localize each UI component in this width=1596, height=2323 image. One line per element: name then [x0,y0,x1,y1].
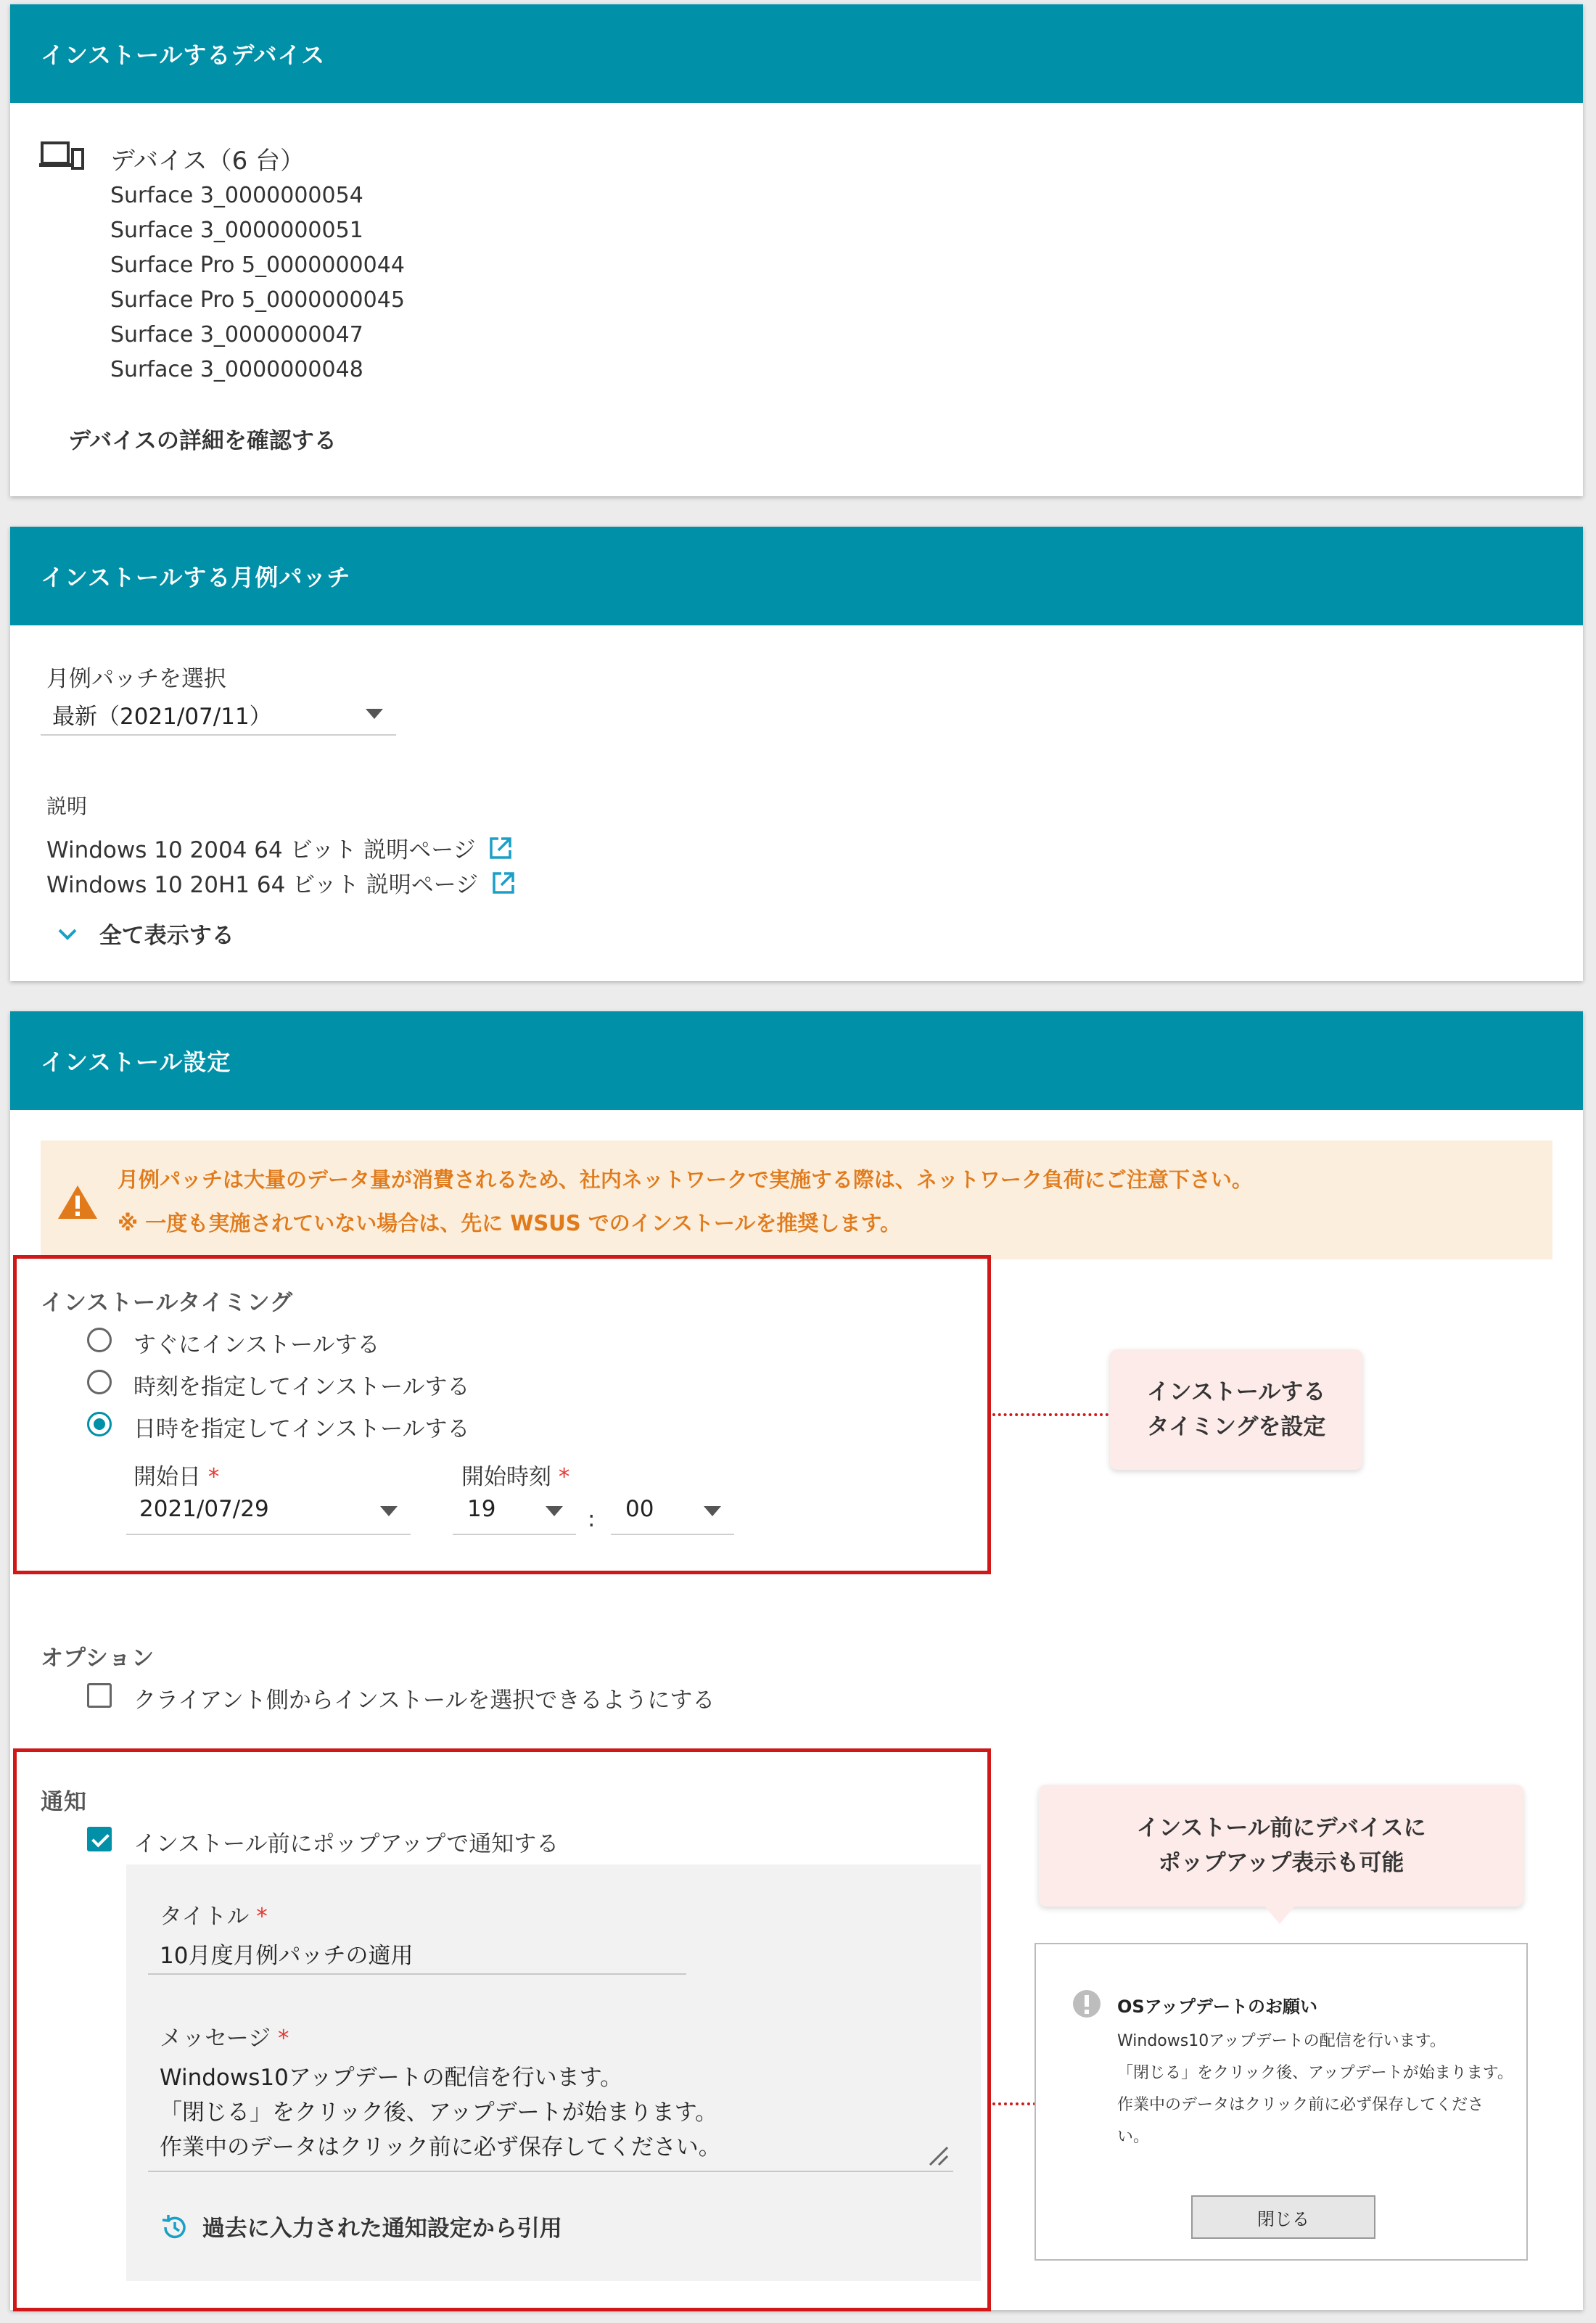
title-input[interactable] [148,1931,686,1975]
message-line: 「閉じる」をクリック後、アップデートが始まります。 [160,2100,718,2126]
popup-preview-line: い。 [1117,2128,1150,2146]
settings-card-header [10,1011,1583,1110]
start-date-label: 開始日 * [133,1464,220,1490]
title-field-label: タイトル * [160,1904,268,1930]
required-mark: * [256,1904,268,1930]
resize-handle-icon[interactable] [927,2145,949,2166]
time-separator: : [588,1506,596,1532]
popup-preview-line: 「閉じる」をクリック後、アップデートが始まります。 [1117,2064,1513,2082]
device-list-item: Surface 3_0000000054 [110,183,363,208]
timing-callout-line: タイミングを設定 [1146,1414,1326,1440]
popup-close-button[interactable] [1191,2195,1375,2239]
message-line: Windows10アップデートの配信を行います。 [160,2065,623,2091]
popup-callout [1039,1785,1523,1907]
timing-section-title: インストールタイミング [41,1290,293,1316]
patch-select[interactable] [41,692,396,736]
show-all-label: 全て表示する [99,923,234,949]
devices-card [10,4,1583,496]
patch-doc-link[interactable] [46,866,516,899]
popup-callout-pointer [1264,1905,1296,1924]
external-link-icon [491,871,516,895]
popup-callout-line: インストール前にデバイスに [1136,1815,1426,1841]
devices-card-title: インストールするデバイス [41,41,326,69]
message-textarea[interactable] [148,2055,953,2172]
device-list-item: Surface 3_0000000051 [110,218,363,243]
timing-option-label: 日時を指定してインストールする [133,1416,470,1442]
chevron-down-icon [546,1506,563,1516]
notify-popup-checkbox[interactable] [87,1827,112,1851]
warning-banner [41,1140,1552,1259]
notify-popup-label: インストール前にポップアップで通知する [133,1831,559,1857]
patch-card [10,527,1583,981]
title-input-value: 10月度月例パッチの適用 [160,1943,414,1969]
notify-section-title: 通知 [41,1789,87,1815]
description-label: 説明 [46,794,88,818]
chevron-down-icon [366,709,383,719]
history-link-label: 過去に入力された通知設定から引用 [202,2216,562,2242]
warning-text-line1: 月例パッチは大量のデータ量が消費されるため、社内ネットワークで実施する際は、ネットワーク負荷にご注意下さい。 [118,1167,1253,1192]
chevron-down-icon [57,926,78,943]
popup-preview [1034,1943,1528,2261]
device-list-item: Surface Pro 5_0000000045 [110,287,405,313]
hour-value: 19 [467,1496,496,1522]
device-list-item: Surface 3_0000000047 [110,322,363,348]
timing-option-label: 時刻を指定してインストールする [133,1374,470,1400]
notify-form-panel [126,1864,981,2281]
message-field-label: メッセージ * [160,2026,289,2052]
timing-radio-datetime[interactable] [87,1412,112,1436]
minute-value: 00 [625,1496,654,1522]
devices-count-title: デバイス（6 台） [110,147,305,176]
devices-card-header [10,4,1583,103]
chevron-down-icon [704,1506,721,1516]
timing-callout-connector [992,1413,1108,1416]
popup-preview-line: 作業中のデータはクリック前に必ず保存してくださ [1117,2096,1484,2114]
settings-card-title: インストール設定 [41,1048,231,1076]
warning-text-line2: ※ 一度も実施されていない場合は、先に WSUS でのインストールを推奨します。 [118,1211,902,1235]
start-date-value: 2021/07/29 [139,1496,269,1522]
popup-preview-title: OSアップデートのお願い [1117,1997,1318,2017]
patch-doc-link-label: Windows 10 20H1 64 ビット 説明ページ [46,872,479,898]
patch-select-value: 最新（2021/07/11） [52,704,272,730]
hour-select[interactable] [453,1487,576,1535]
devices-icon [39,141,84,171]
timing-option-label: すぐにインストールする [133,1332,380,1358]
start-time-label: 開始時刻 * [461,1464,570,1490]
history-icon [160,2213,189,2242]
external-link-icon [488,836,513,860]
client-select-checkbox[interactable] [87,1683,112,1708]
required-mark: * [207,1464,220,1490]
device-list-item: Surface Pro 5_0000000044 [110,252,405,278]
history-link[interactable] [160,2210,562,2242]
minute-select[interactable] [611,1487,734,1535]
popup-close-label: 閉じる [1257,2208,1309,2229]
patch-select-label: 月例パッチを選択 [46,666,226,692]
required-mark: * [278,2026,289,2052]
patch-doc-link-label: Windows 10 2004 64 ビット 説明ページ [46,837,476,863]
timing-callout [1110,1349,1362,1470]
timing-callout-line: インストールする [1146,1379,1326,1405]
patch-doc-link[interactable] [46,831,513,864]
popup-preview-line: Windows10アップデートの配信を行います。 [1117,2032,1446,2050]
warning-icon [57,1184,99,1220]
alert-icon [1072,1989,1101,2018]
chevron-down-icon [380,1506,398,1516]
popup-callout-line: ポップアップ表示も可能 [1158,1850,1404,1876]
show-all-link[interactable] [57,917,234,950]
message-line: 作業中のデータはクリック前に必ず保存してください。 [160,2134,721,2160]
option-section-title: オプション [41,1645,155,1672]
device-list-item: Surface 3_0000000048 [110,357,363,382]
start-date-select[interactable] [126,1487,411,1535]
timing-radio-time[interactable] [87,1370,112,1394]
device-detail-link[interactable]: デバイスの詳細を確認する [68,428,337,454]
required-mark: * [558,1464,570,1490]
timing-radio-immediate[interactable] [87,1328,112,1352]
patch-card-title: インストールする月例パッチ [41,564,351,591]
client-select-label: クライアント側からインストールを選択できるようにする [133,1687,715,1714]
patch-card-header [10,527,1583,625]
settings-card [10,1011,1583,2310]
